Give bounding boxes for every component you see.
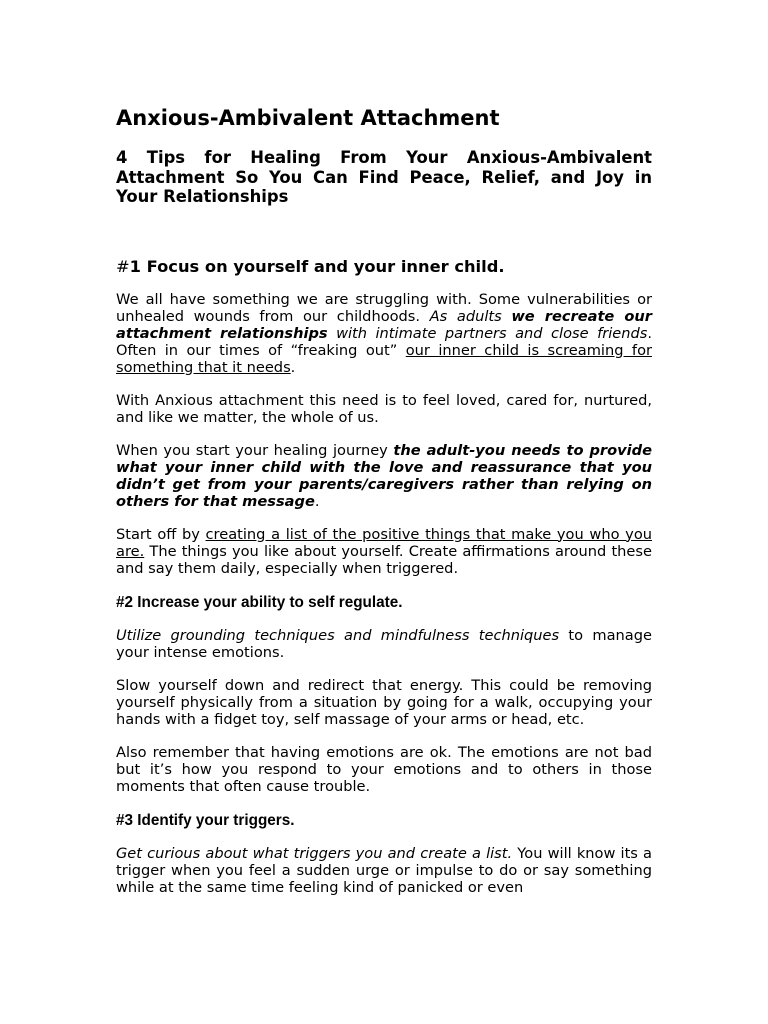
tip-1-section — [116, 256, 652, 577]
tip-1-heading — [116, 256, 652, 278]
italic-text-run: As adults — [429, 307, 512, 325]
tip-2-section — [116, 593, 652, 795]
tip-3-paragraph-1 — [116, 845, 652, 896]
tip-1-heading-text: 1 Focus on yourself and your inner child. — [129, 256, 505, 276]
tip-3-section — [116, 811, 652, 896]
italic-text-run: Get curious about what triggers you and create a list. — [116, 844, 513, 862]
text-run: to manage your intense emotions. — [116, 626, 652, 661]
text-run: . — [290, 358, 296, 376]
text-run: . — [314, 492, 320, 510]
bold-italic-text-run: we recreate our attachment relationships — [116, 307, 652, 342]
document-page — [116, 104, 652, 896]
document-subtitle: 4 Tips for Healing From Your Anxious-Ambivalent Attachment So You Can Find Peace, Relief, and Joy in Your Relationships — [116, 148, 652, 206]
text-run: Start off by — [116, 525, 206, 543]
text-run: When you start your healing journey — [116, 441, 394, 459]
italic-text-run: Utilize grounding techniques and mindfulness techniques — [116, 626, 560, 644]
text-run: The things you like about yourself. Create affirmations around these and say them daily, especially when triggered. — [116, 542, 652, 577]
tip-1-number-sign: # — [116, 256, 130, 276]
underlined-text-run: creating a list of the positive things that make you who you are. — [116, 525, 652, 560]
text-run: We all have something we are struggling with. Some vulnerabilities or unhealed wounds from our childhoods. — [116, 290, 652, 325]
tip-1-paragraph-4 — [116, 526, 652, 577]
italic-text-run: with intimate partners and close friends — [327, 324, 648, 342]
tip-1-paragraph-1 — [116, 291, 652, 376]
tip-3-heading: #3 Identify your triggers. — [116, 811, 295, 829]
tip-1-paragraph-3 — [116, 442, 652, 510]
tip-2-paragraph-1 — [116, 627, 652, 661]
text-run: . Often in our times of “freaking out” — [116, 324, 652, 359]
underlined-text-run: our inner child is screaming for something that it needs — [116, 341, 652, 376]
text-run: You will know its a trigger when you feel a sudden urge or impulse to do or say something while at the same time feeling kind of panicked or even — [116, 844, 652, 896]
tip-2-paragraph-2: Slow yourself down and redirect that energy. This could be removing yourself physically from a situation by going for a walk, occupying your hands with a fidget toy, self massage of your arms or head, etc. — [116, 676, 652, 728]
bold-italic-text-run: the adult-you needs to provide what your inner child with the love and reassurance that you didn’t get from your parents/caregivers rather than relying on others for that message — [116, 441, 652, 510]
document-title: Anxious-Ambivalent Attachment — [116, 106, 500, 130]
tip-2-paragraph-3: Also remember that having emotions are ok. The emotions are not bad but it’s how you respond to your emotions and to others in those moments that often cause trouble. — [116, 743, 652, 795]
tip-1-paragraph-2: With Anxious attachment this need is to feel loved, cared for, nurtured, and like we matter, the whole of us. — [116, 391, 652, 426]
tip-2-heading: #2 Increase your ability to self regulate. — [116, 593, 403, 611]
